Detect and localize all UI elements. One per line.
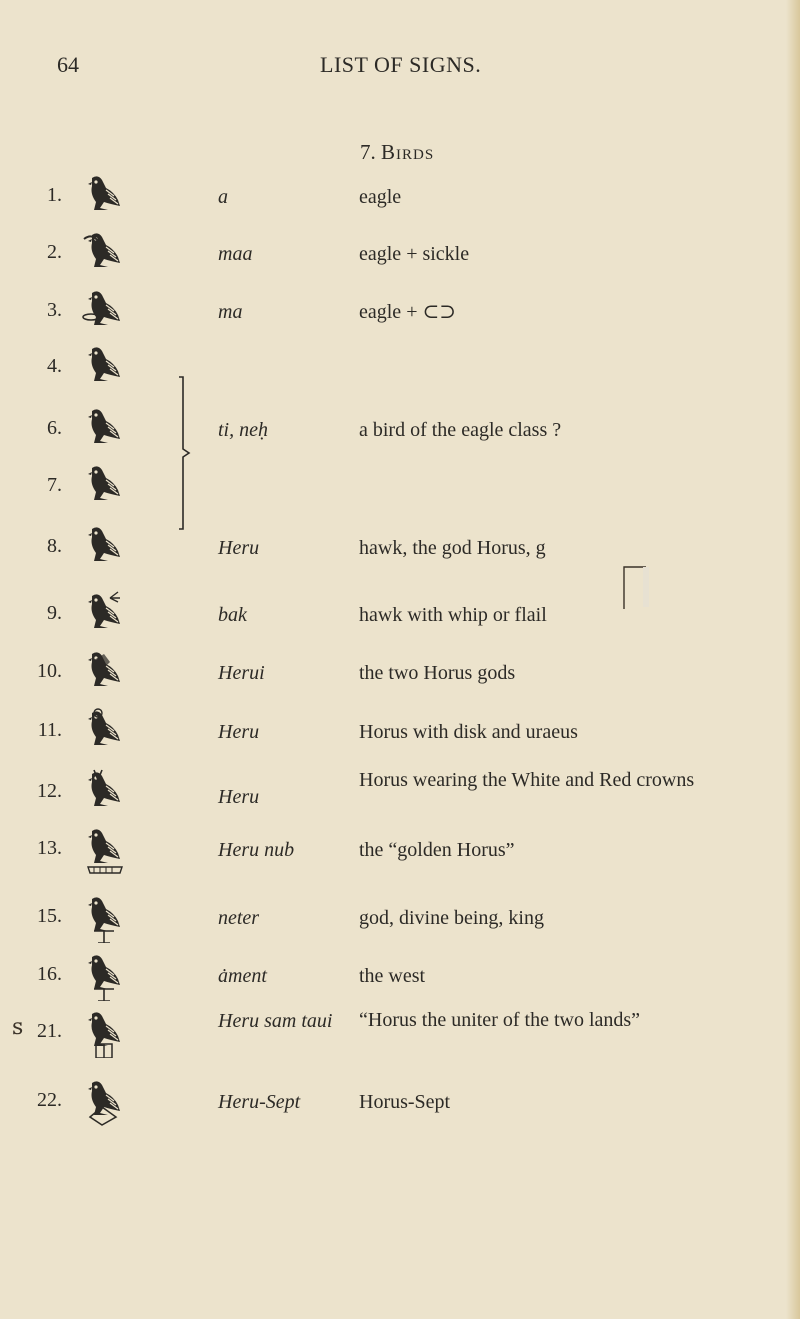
sign-number: 22. xyxy=(37,1089,62,1111)
meaning-text: eagle + sickle xyxy=(359,243,470,265)
eagle-class-bird-sign-icon xyxy=(80,462,126,512)
margin-pencil-mark: ꜱ xyxy=(12,1014,24,1039)
meaning-text: a bird of the eagle class ? xyxy=(359,419,562,441)
transliteration: Heru sam taui xyxy=(218,1010,333,1032)
sign-number: 6. xyxy=(47,417,62,439)
meaning-text: “Horus the uniter of the two lands” xyxy=(359,1009,641,1031)
sign-number: 8. xyxy=(47,535,62,557)
transliteration: ti, neḥ xyxy=(218,419,268,441)
transliteration: neter xyxy=(218,907,260,929)
eagle-sickle-sign-icon xyxy=(80,229,126,279)
meaning-text: Horus-Sept xyxy=(359,1091,451,1113)
hawk-disk-uraeus-sign-icon xyxy=(80,707,126,757)
transliteration: Heru xyxy=(218,786,260,808)
sign-number: 4. xyxy=(47,355,62,377)
transliteration: Heru xyxy=(218,537,260,559)
hawk-on-gold-sign-icon xyxy=(80,825,126,875)
eagle-class-bird-sign-icon xyxy=(80,343,126,393)
sign-number: 16. xyxy=(37,963,62,985)
meaning-text: the “golden Horus” xyxy=(359,839,515,861)
eagle-class-bird-sign-icon xyxy=(80,405,126,455)
sign-number: 10. xyxy=(37,660,62,682)
meaning-text: god, divine being, king xyxy=(359,907,544,929)
meaning-text: Horus wearing the White and Red crowns xyxy=(359,769,695,791)
hawk-flail-sign-icon xyxy=(80,590,126,640)
sign-number: 9. xyxy=(47,602,62,624)
sign-number: 21. xyxy=(37,1020,62,1042)
section-title: Birds xyxy=(381,140,435,164)
meaning-text: the two Horus gods xyxy=(359,662,516,684)
section-heading xyxy=(360,140,434,165)
sign-number: 2. xyxy=(47,241,62,263)
hawk-on-standard-sign-icon xyxy=(80,893,126,943)
hawk-sept-sign-icon xyxy=(80,1077,126,1127)
sign-number: 11. xyxy=(37,719,62,741)
grouping-brace xyxy=(177,375,191,531)
transliteration: Herui xyxy=(218,662,265,684)
eagle-mouth-sign-icon xyxy=(80,287,126,337)
section-number: 7. xyxy=(360,140,376,164)
transliteration: bak xyxy=(218,604,247,626)
transliteration: Heru nub xyxy=(218,839,295,861)
sign-number: 12. xyxy=(37,780,62,802)
meaning-text: eagle + ⊂⊃ xyxy=(359,301,456,323)
transliteration: Heru-Sept xyxy=(218,1091,301,1113)
meaning-text: Horus with disk and uraeus xyxy=(359,721,578,743)
sign-number: 1. xyxy=(47,184,62,206)
meaning-text: eagle xyxy=(359,186,402,208)
transliteration: a xyxy=(218,186,228,208)
hawk-crowns-sign-icon xyxy=(80,768,126,818)
sign-number: 3. xyxy=(47,299,62,321)
transliteration: Heru xyxy=(218,721,260,743)
sign-number: 7. xyxy=(47,474,62,496)
meaning-text: hawk with whip or flail xyxy=(359,604,547,626)
running-head: LIST OF SIGNS. xyxy=(320,52,482,77)
sign-number: 15. xyxy=(37,905,62,927)
transliteration: ȧment xyxy=(218,965,267,987)
transliteration: maa xyxy=(218,243,253,265)
two-hawks-sign-icon xyxy=(80,648,126,698)
eagle-sign-icon xyxy=(80,172,126,222)
hawk-sign-icon xyxy=(80,523,126,573)
hawk-feather-standard-sign-icon xyxy=(80,951,126,1001)
meaning-text: hawk, the god Horus, g xyxy=(359,537,546,559)
page-number: 64 xyxy=(57,52,79,77)
page-edge xyxy=(786,0,800,1319)
meaning-text: the west xyxy=(359,965,426,987)
transliteration: ma xyxy=(218,301,243,323)
sign-number: 13. xyxy=(37,837,62,859)
hawk-sma-sign-icon xyxy=(80,1008,126,1058)
